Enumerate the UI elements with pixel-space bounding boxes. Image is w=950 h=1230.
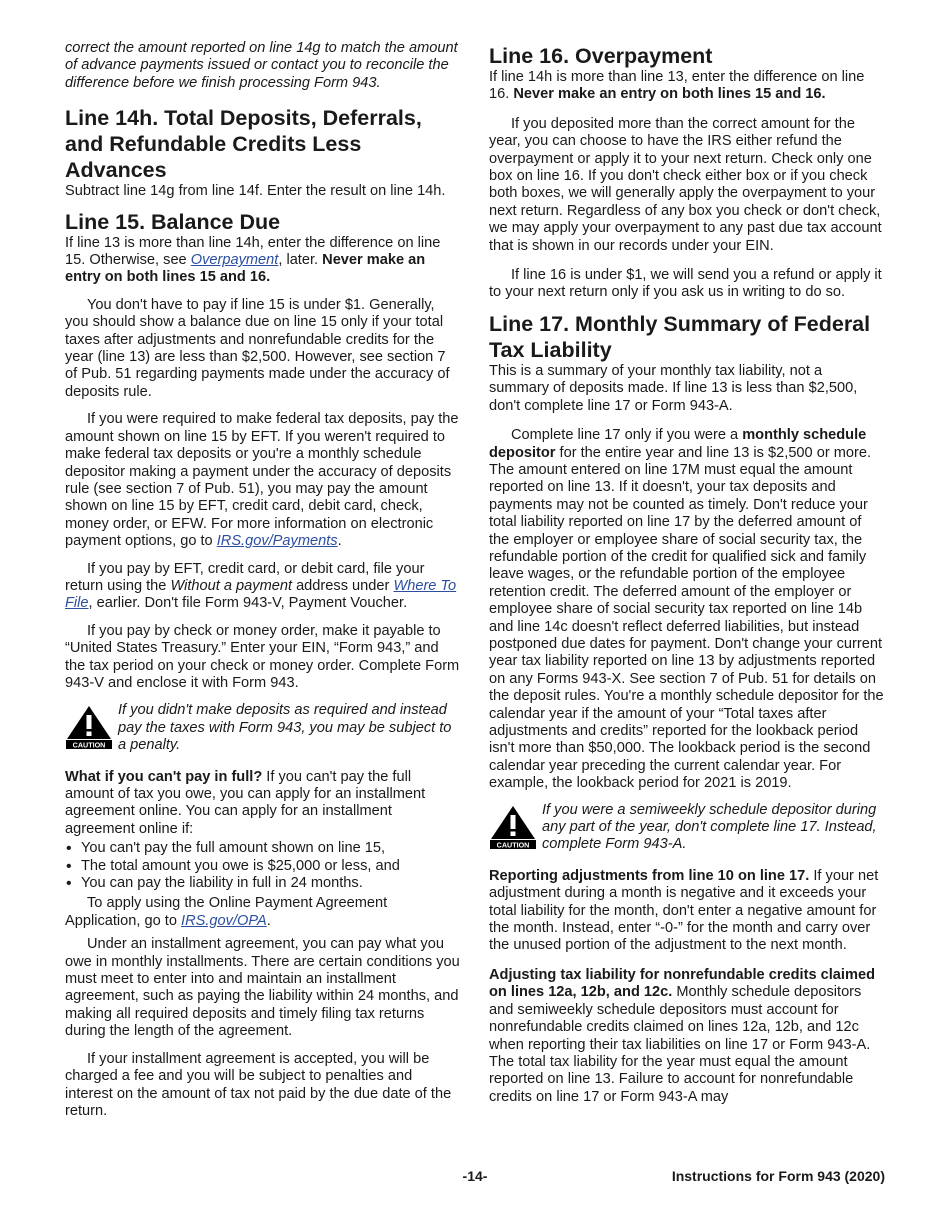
caution-text-right: If you were a semiweekly schedule depositor during any part of the year, don't complete line 17. Instead, complete Form 943-A.: [542, 801, 877, 853]
list-item: • You can pay the liability in full in 24 months.: [65, 875, 460, 892]
paragraph-17a: This is a summary of your monthly tax liability, not a summary of deposits made. If line 13 is less than $2,500, don't complete line 17 or Form 943-A.: [489, 362, 858, 414]
paragraph-15d: If you pay by EFT, credit card, or debit card, file your return using the Without a payment address under Where To File, earlier. Don't file Form 943-V, Payment Voucher.: [65, 560, 457, 612]
paragraph-16b: If you deposited more than the correct amount for the year, you can choose to have the IRS either refund the overpayment or apply it to your next return. Check only one box on line 16. If you don't check either box or if you check both boxes, we will generally apply the overpayment to your next return. Regardless of any box you check or don't check, we may apply your overpayment to any past due tax account that is shown in our records under your EIN.: [489, 115, 882, 254]
paragraph-reporting-adjustments: Reporting adjustments from line 10 on line 17. If your net adjustment during a month is negative and it exceeds your total liability for the month, don't enter a negative amount for the month. Instead, enter “-0-” for the month and carry over the unused portion of the adjustment to the next month.: [489, 867, 879, 954]
list-item: • You can't pay the full amount shown on line 15,: [65, 840, 460, 857]
heading-line-17: Line 17. Monthly Summary of Federal Tax Liability: [489, 311, 871, 362]
caution-icon: [489, 804, 537, 850]
irs-payments-link[interactable]: IRS.gov/Payments: [216, 533, 338, 550]
paragraph-17b: Complete line 17 only if you were a monthly schedule depositor for the entire year and line 13 is $2,500 or more. The amount entered on line 17M must equal the amount reported on line 13. If it doesn't, your tax deposits and payments may not be counted as timely. Don't reduce your total liability reported on line 17 by the deferred amount of the employer or employee share of social security tax, the refundable portion of the credit for qualified sick and family leave wages, or the refundable portion of the employee retention credit. The deferred amount of the employer or employee share of social security tax reported on line 14b and line 14c doesn't reflect deferred liabilities, but instead postponed due dates for payment. Don't change your current year tax liability reported on line 13 by adjustments reported on any Forms 943-X. See section 7 of Pub. 51 for details on the deposit rules. You're a monthly schedule depositor for the calendar year if the amount of your “Total taxes after adjustments and credits” reported for the lookback period isn't more than $50,000. The lookback period is the second calendar year preceding the current calendar year. For example, the lookback period for 2021 is 2019.: [489, 427, 884, 792]
page-footer: [65, 1168, 885, 1188]
paragraph-15e: If you pay by check or money order, make it payable to “United States Treasury.” Enter your EIN, “Form 943,” and the tax period on your check or money order. Complete Form 943-V and enclose it with Form 943.: [65, 622, 460, 691]
paragraph-16a: If line 14h is more than line 13, enter the difference on line 16. Never make an entry on both lines 15 and 16.: [489, 69, 865, 103]
caution-text-left: If you didn't make deposits as required and instead pay the taxes with Form 943, you may be subject to a penalty.: [118, 702, 452, 754]
paragraph-installment: Under an installment agreement, you can pay what you owe in monthly installments. There are certain conditions you must meet to enter into and maintain an installment agreement, such as paying the liability within 24 months, and making all required deposits and timely filing tax returns during the length of the agreement.: [65, 936, 460, 1040]
document-title: Instructions for Form 943 (2020): [671, 1168, 885, 1184]
paragraph-15c: If you were required to make federal tax deposits, pay the amount shown on line 15 by EFT. If you weren't required to make federal tax deposits or you're a monthly schedule depositor making a payment under the accuracy of deposits rule (see section 7 of Pub. 51), you may pay the amount shown on line 15 by EFT, credit card, debit card, check, money order, or EFW. For more information on electronic payment options, go to IRS.gov/Payments.: [65, 411, 459, 550]
paragraph-15b: You don't have to pay if line 15 is under $1. Generally, you should show a balance due on line 15 only if your total taxes after adjustments and nonrefundable credits for the year (line 13) are less than $2,500. However, see section 7 of Pub. 51 regarding payments made under the accuracy of deposits rule.: [65, 296, 450, 400]
heading-line-15: Line 15. Balance Due: [65, 209, 281, 234]
paragraph-15a: If line 13 is more than line 14h, enter the difference on line 15. Otherwise, see Overpayment, later. Never make an entry on both lines 15 and 16.: [65, 234, 441, 286]
caution-label: CAUTION: [496, 839, 530, 849]
irs-opa-link[interactable]: IRS.gov/OPA: [181, 912, 267, 929]
continued-paragraph: correct the amount reported on line 14g to match the amount of advance payments issued or contact you to reconcile the difference before we finish processing Form 943.: [65, 40, 458, 91]
paragraph-cant-pay: What if you can't pay in full? If you can't pay the full amount of tax you owe, you can apply for an installment agreement online. You can apply for an installment agreement online if:: [65, 768, 426, 837]
page-number: -14-: [462, 1168, 488, 1184]
heading-line-16: Line 16. Overpayment: [489, 44, 713, 68]
heading-line-14h: Line 14h. Total Deposits, Deferrals, and Refundable Credits Less Advances: [65, 106, 422, 183]
left-column: [65, 40, 460, 1120]
caution-note-right: [489, 802, 885, 854]
list-item: • The total amount you owe is $25,000 or less, and: [65, 858, 460, 875]
caution-icon: [65, 704, 113, 750]
overpayment-link[interactable]: Overpayment: [190, 252, 279, 269]
eligibility-list: [65, 840, 460, 892]
paragraph-nonrefundable-credits: Adjusting tax liability for nonrefundable credits claimed on lines 12a, 12b, and 12c. Monthly schedule depositors and semiweekly schedule depositors must account for nonrefundable credits claimed on lines 12a, 12b, and 12c when reporting their tax liabilities on line 17 or Form 943-A. The total tax liability for the year must equal the amount reported on line 13. Failure to account for nonrefundable credits on line 17 or Form 943-A may: [489, 966, 875, 1105]
caution-note-left: [65, 702, 460, 754]
paragraph-14h: Subtract line 14g from line 14f. Enter the result on line 14h.: [65, 183, 446, 200]
where-to-file-link[interactable]: Where To File: [65, 577, 457, 612]
paragraph-fee: If your installment agreement is accepted, you will be charged a fee and you will be subject to penalties and interest on the amount of tax not paid by the due date of the return.: [65, 1050, 452, 1119]
paragraph-opa: To apply using the Online Payment Agreement Application, go to IRS.gov/OPA.: [65, 895, 388, 929]
right-column: [489, 43, 885, 1106]
paragraph-16c: If line 16 is under $1, we will send you a refund or apply it to your next return only if you ask us in writing to do so.: [489, 267, 882, 301]
caution-label: CAUTION: [72, 740, 106, 750]
